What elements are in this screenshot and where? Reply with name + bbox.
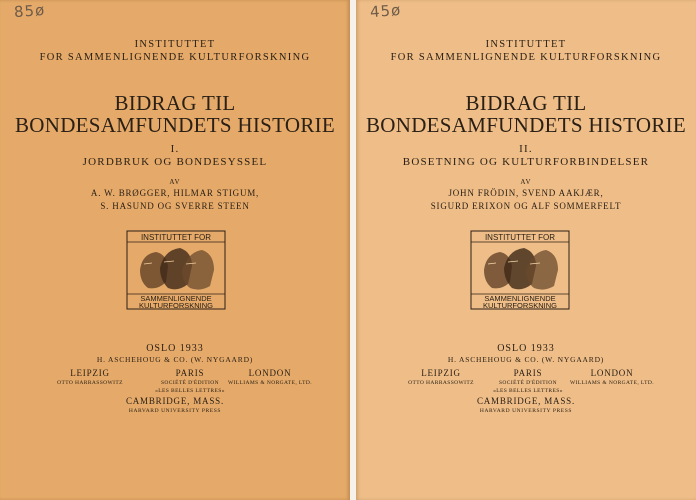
by-label: AV	[520, 178, 532, 186]
distributor-cities	[356, 368, 696, 396]
authors-line-1: JOHN FRÖDIN, SVEND AAKJÆR,	[448, 188, 604, 198]
place-and-year: OSLO 1933	[146, 343, 204, 354]
publisher: H. ASCHEHOUG & CO. (W. NYGAARD)	[447, 355, 605, 364]
institute-emblem-image	[126, 230, 226, 310]
volume-heading	[356, 143, 696, 169]
svg-text:KULTURFORSKNING: KULTURFORSKNING	[482, 301, 558, 310]
handwritten-note: 85ø	[13, 0, 46, 22]
svg-text:SAMMENLIGNENDE: SAMMENLIGNENDE	[140, 294, 212, 303]
title-line-1: BIDRAG TIL	[465, 91, 587, 115]
volume-number: I.	[170, 143, 180, 155]
authors-line-1: A. W. BRØGGER, HILMAR STIGUM,	[90, 188, 260, 198]
publisher: H. ASCHEHOUG & CO. (W. NYGAARD)	[96, 355, 254, 364]
book-title	[0, 92, 350, 136]
volume-number: II.	[519, 143, 533, 155]
volume-title: JORDBRUK OG BONDESYSSEL	[82, 156, 268, 168]
city-london: LONDON WILLIAMS & NORGATE, LTD.	[227, 368, 313, 386]
institute-line-2: FOR SAMMENLIGNENDE KULTURFORSKNING	[390, 52, 662, 63]
city-cambridge: CAMBRIDGE, MASS.	[476, 396, 576, 406]
harvard-press: HARVARD UNIVERSITY PRESS	[128, 408, 222, 414]
volume-title: BOSETNING OG KULTURFORBINDELSER	[402, 156, 650, 168]
distributor-cities	[0, 368, 350, 396]
authors	[356, 187, 696, 213]
institute-name	[0, 38, 350, 64]
svg-text:INSTITUTTET FOR: INSTITUTTET FOR	[140, 233, 212, 242]
authors-line-2: SIGURD ERIXON OG ALF SOMMERFELT	[430, 201, 622, 211]
authors-line-2: S. HASUND OG SVERRE STEEN	[100, 201, 250, 211]
place-and-year: OSLO 1933	[497, 343, 555, 354]
title-line-2: BONDESAMFUNDETS HISTORIE	[365, 113, 687, 137]
svg-text:SAMMENLIGNENDE: SAMMENLIGNENDE	[484, 294, 556, 303]
institute-line-2: FOR SAMMENLIGNENDE KULTURFORSKNING	[39, 52, 311, 63]
book-cover-volume-2	[356, 0, 696, 500]
city-leipzig: LEIPZIG OTTO HARRASSOWITZ	[57, 368, 123, 386]
by-label: AV	[169, 178, 181, 186]
handwritten-note: 45ø	[369, 0, 402, 22]
title-line-1: BIDRAG TIL	[114, 91, 236, 115]
svg-text:KULTURFORSKNING: KULTURFORSKNING	[138, 301, 214, 310]
institute-line-1: INSTITUTTET	[485, 39, 567, 50]
city-london: LONDON WILLIAMS & NORGATE, LTD.	[569, 368, 655, 386]
volume-heading	[0, 143, 350, 169]
authors	[0, 187, 350, 213]
title-line-2: BONDESAMFUNDETS HISTORIE	[14, 113, 336, 137]
institute-line-1: INSTITUTTET	[134, 39, 216, 50]
svg-text:INSTITUTTET FOR: INSTITUTTET FOR	[484, 233, 556, 242]
city-paris: PARIS SOCIÉTÉ D'ÉDITION «LES BELLES LETTRES»	[155, 368, 225, 394]
city-cambridge: CAMBRIDGE, MASS.	[125, 396, 225, 406]
book-title	[356, 92, 696, 136]
institute-emblem-image	[470, 230, 570, 310]
institute-name	[356, 38, 696, 64]
city-paris: PARIS SOCIÉTÉ D'ÉDITION «LES BELLES LETTRES»	[493, 368, 563, 394]
city-leipzig: LEIPZIG OTTO HARRASSOWITZ	[408, 368, 474, 386]
harvard-press: HARVARD UNIVERSITY PRESS	[479, 408, 573, 414]
